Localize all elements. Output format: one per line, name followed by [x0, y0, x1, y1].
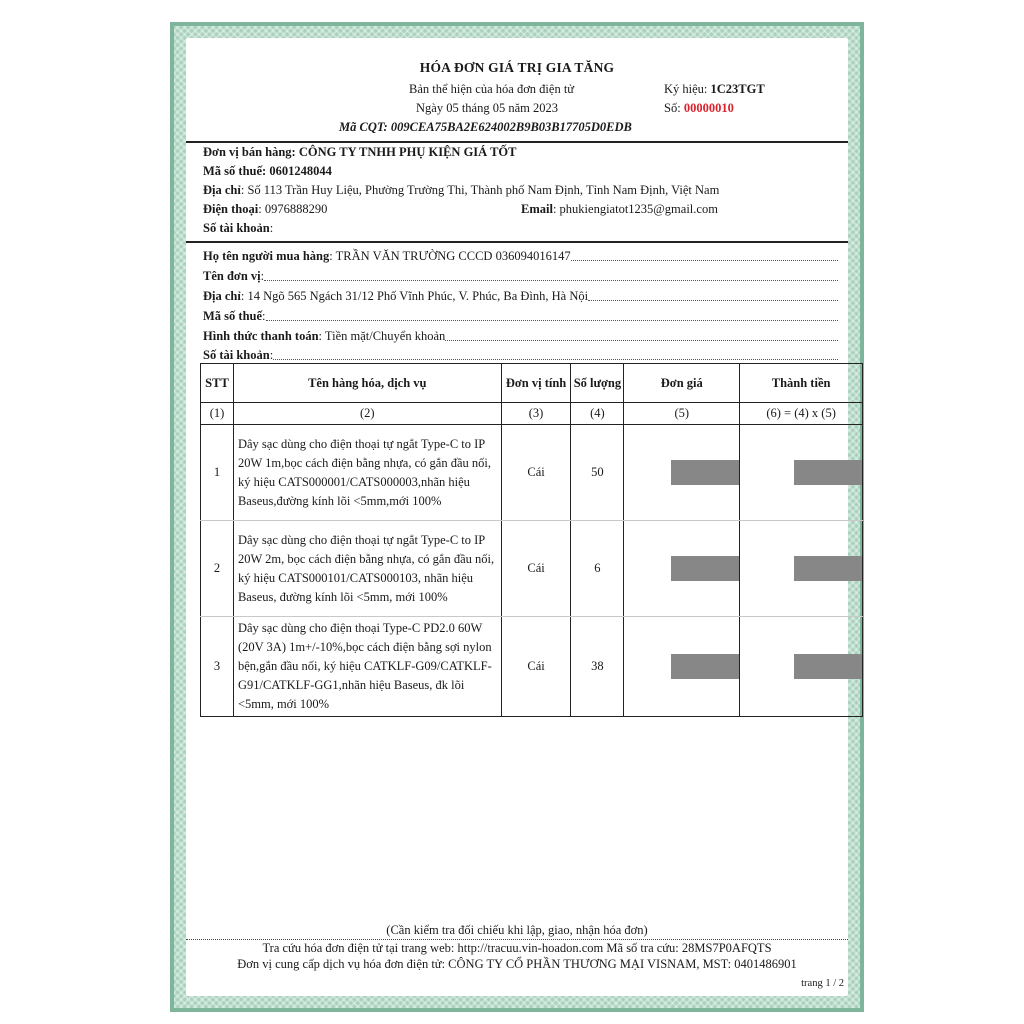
seller-name-line: [203, 145, 516, 160]
footer-dotted-divider: [186, 939, 848, 940]
dotted-fill: [571, 260, 838, 261]
row-stt: 3: [201, 617, 234, 717]
page-number: trang 1 / 2: [801, 978, 844, 989]
header-name: Tên hàng hóa, dịch vụ: [233, 364, 501, 403]
buyer-unit-label: Tên đơn vị: [203, 269, 261, 283]
header-price: Đơn giá: [624, 364, 740, 403]
header-unit: Đơn vị tính: [501, 364, 571, 403]
seller-email-value: : phukiengiatot1235@gmail.com: [552, 202, 718, 216]
redacted-price: [671, 654, 739, 679]
buyer-payment-label: Hình thức thanh toán: [203, 329, 319, 343]
index-cell: (4): [571, 403, 624, 425]
seller-address-line: [203, 183, 719, 198]
row-price: [624, 617, 740, 717]
divider: [186, 141, 848, 143]
seller-account-label: Số tài khoản: [203, 221, 270, 235]
seller-account-value: :: [269, 221, 274, 235]
seller-tax-line: [203, 164, 332, 179]
row-qty: 38: [571, 617, 624, 717]
row-stt: 2: [201, 521, 234, 617]
dotted-fill: [264, 280, 838, 281]
buyer-address-row: [203, 285, 838, 304]
buyer-name-label: Họ tên người mua hàng: [203, 249, 330, 263]
redacted-amount: [794, 556, 862, 581]
header-stt: STT: [201, 364, 234, 403]
symbol-value: 1C23TGT: [710, 82, 765, 96]
buyer-address-label: Địa chỉ: [203, 289, 241, 303]
buyer-payment-row: [203, 325, 838, 344]
footer-note: (Cần kiểm tra đối chiếu khi lập, giao, nhận hóa đơn): [386, 923, 648, 937]
table-header-row: [201, 364, 863, 403]
buyer-tax-label: Mã số thuế: [203, 309, 263, 323]
seller-name-label: Đơn vị bán hàng:: [203, 145, 296, 159]
buyer-unit-value: :: [260, 269, 265, 283]
invoice-symbol: [664, 82, 765, 97]
dotted-fill: [588, 300, 838, 301]
row-qty: 50: [571, 425, 624, 521]
seller-phone-line: [203, 202, 327, 217]
seller-account-line: [203, 221, 273, 236]
buyer-account-row: [203, 344, 838, 363]
seller-address-label: Địa chỉ: [203, 183, 241, 197]
header-qty: Số lượng: [571, 364, 624, 403]
buyer-tax-value: :: [262, 309, 266, 323]
row-price: [624, 425, 740, 521]
cqt-value: 009CEA75BA2E624002B9B03B17705D0EDB: [390, 120, 632, 134]
invoice-subtitle: Bản thể hiện của hóa đơn điện tử: [409, 82, 575, 96]
row-unit: Cái: [501, 425, 571, 521]
seller-phone-label: Điện thoại: [203, 202, 259, 216]
invoice-title: HÓA ĐƠN GIÁ TRỊ GIA TĂNG: [419, 60, 615, 75]
buyer-unit-row: [203, 265, 838, 284]
buyer-payment-value: : Tiền mặt/Chuyển khoản: [318, 329, 446, 343]
row-amount: [740, 425, 863, 521]
dotted-fill: [266, 320, 838, 321]
seller-tax-label: Mã số thuế:: [203, 164, 267, 178]
number-label: Số:: [664, 101, 681, 115]
index-cell: (3): [501, 403, 571, 425]
lookup-info: Tra cứu hóa đơn điện tử tại trang web: http://tracuu.vin-hoadon.com Mã số tra cứu: 28MS7P0AFQTS: [262, 941, 772, 955]
invoice-page: [186, 38, 848, 996]
dotted-fill: [445, 340, 838, 341]
redacted-amount: [794, 654, 862, 679]
index-cell: (5): [624, 403, 740, 425]
buyer-name-value: : TRẦN VĂN TRƯỜNG CCCD 036094016147: [329, 249, 571, 263]
seller-email-line: [521, 202, 718, 217]
invoice-page-border: [170, 22, 864, 1012]
buyer-account-label: Số tài khoản: [203, 348, 270, 362]
seller-tax-value: 0601248044: [269, 164, 332, 178]
row-unit: Cái: [501, 617, 571, 717]
dotted-fill: [273, 359, 838, 360]
invoice-header: [186, 38, 848, 138]
buyer-tax-row: [203, 305, 838, 324]
row-name: Dây sạc dùng cho điện thoại tự ngắt Type-C to IP 20W 2m, bọc cách điện bằng nhựa, có gắn đầu nối, ký hiệu CATS000101/CATS000103, nhãn hiệu Baseus, đường kính lõi <5mm, mới 100%: [233, 521, 501, 617]
index-cell: (6) = (4) x (5): [740, 403, 863, 425]
row-qty: 6: [571, 521, 624, 617]
redacted-amount: [794, 460, 862, 485]
divider: [186, 241, 848, 243]
table-row: [201, 425, 863, 521]
invoice-date: Ngày 05 tháng 05 năm 2023: [416, 101, 558, 115]
redacted-price: [671, 460, 739, 485]
buyer-name-row: [203, 245, 838, 264]
buyer-address-value: : 14 Ngõ 565 Ngách 31/12 Phố Vĩnh Phúc, V. Phúc, Ba Đình, Hà Nội: [240, 289, 589, 303]
items-table: [200, 363, 863, 717]
cqt-label: Mã CQT:: [339, 120, 388, 134]
table-row: [201, 521, 863, 617]
header-amount: Thành tiền: [740, 364, 863, 403]
index-cell: (2): [233, 403, 501, 425]
redacted-price: [671, 556, 739, 581]
row-name: Dây sạc dùng cho điện thoại Type-C PD2.0 60W (20V 3A) 1m+/-10%,bọc cách điện bằng sợi nylon bện,gắn đầu nối, ký hiệu CATKLF-G09/CATKLF-G91/CATKLF-GG1,nhãn hiệu Baseus, đk lõi <5mm, mới 100%: [233, 617, 501, 717]
buyer-account-value: :: [269, 348, 274, 362]
cqt-code: [339, 120, 632, 135]
seller-email-label: Email: [521, 202, 553, 216]
symbol-label: Ký hiệu:: [664, 82, 708, 96]
row-amount: [740, 521, 863, 617]
table-row: [201, 617, 863, 717]
row-name: Dây sạc dùng cho điện thoại tự ngắt Type-C to IP 20W 1m,bọc cách điện bằng nhựa, có gắn đầu nối, ký hiệu CATS000001/CATS000003,nhãn hiệu Baseus,đường kính lõi <5mm,mới 100%: [233, 425, 501, 521]
number-value: 00000010: [683, 101, 734, 115]
row-amount: [740, 617, 863, 717]
row-price: [624, 521, 740, 617]
index-cell: (1): [201, 403, 234, 425]
row-stt: 1: [201, 425, 234, 521]
provider-info: Đơn vị cung cấp dịch vụ hóa đơn điện tử: CÔNG TY CỔ PHẦN THƯƠNG MẠI VISNAM, MST: 0401486901: [237, 957, 797, 971]
seller-name-value: CÔNG TY TNHH PHỤ KIỆN GIÁ TỐT: [298, 145, 517, 159]
seller-phone-value: : 0976888290: [258, 202, 328, 216]
column-index-row: [201, 403, 863, 425]
invoice-number: [664, 101, 734, 116]
row-unit: Cái: [501, 521, 571, 617]
seller-address-value: : Số 113 Trần Huy Liệu, Phường Trường Thi, Thành phố Nam Định, Tỉnh Nam Định, Việt Nam: [240, 183, 720, 197]
